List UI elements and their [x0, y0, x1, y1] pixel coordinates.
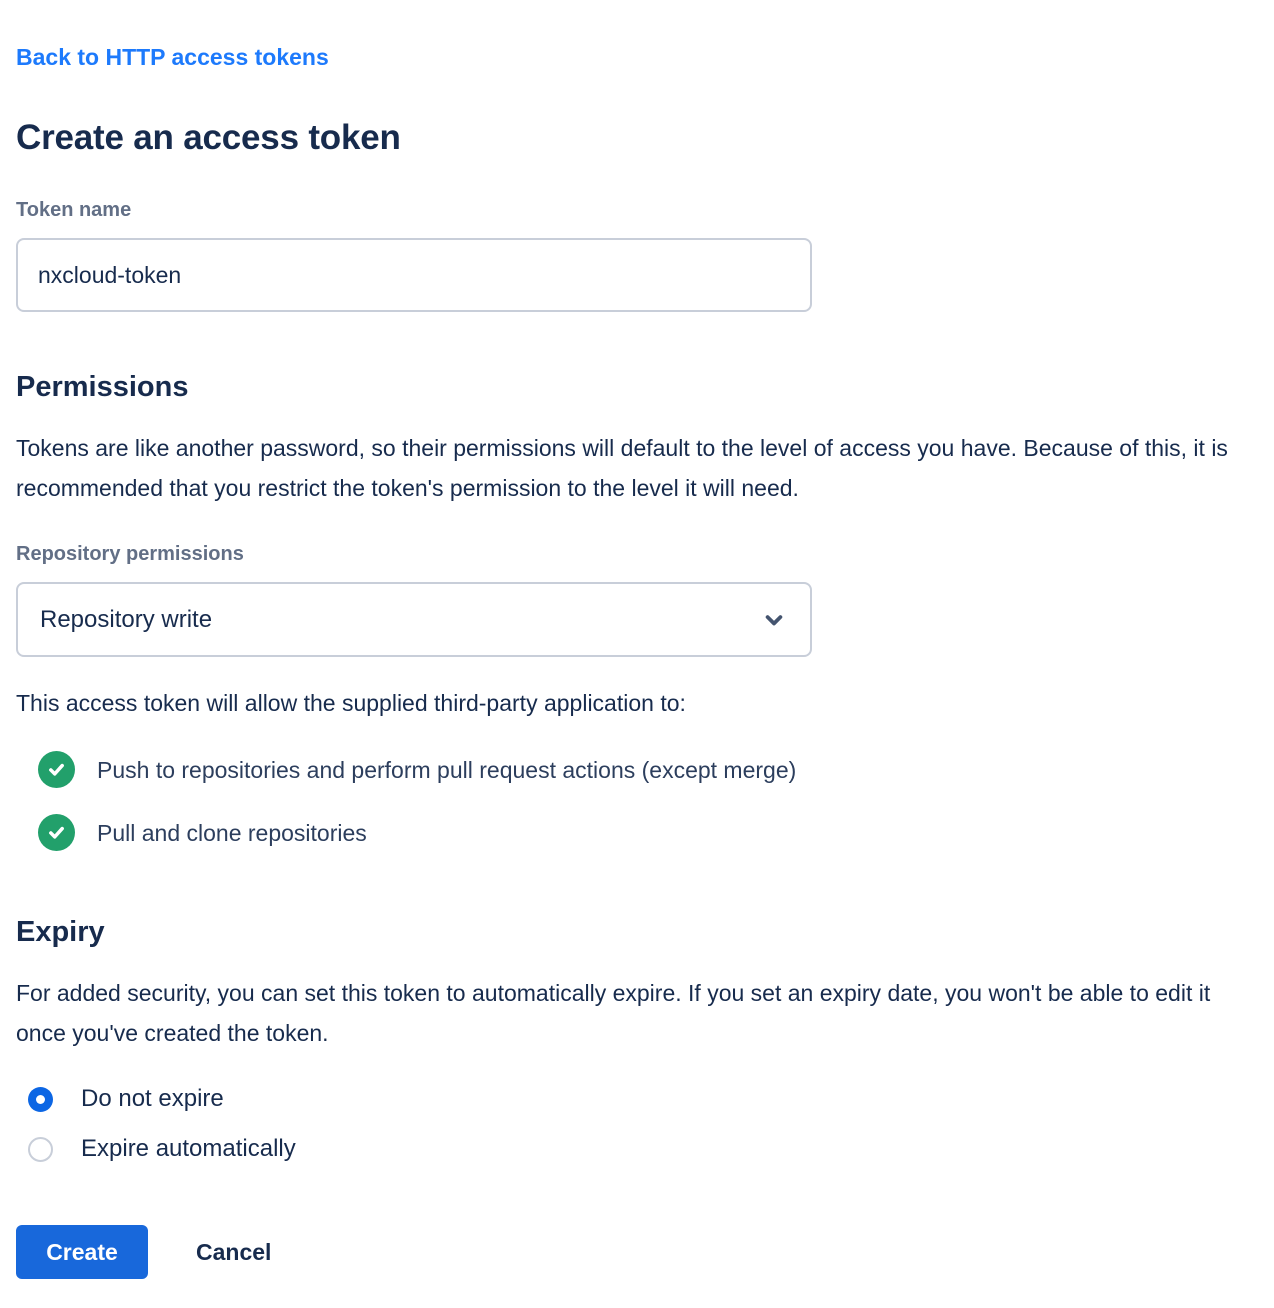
expiry-radio-group: [16, 1085, 1258, 1163]
check-circle-icon: [38, 751, 75, 788]
capability-item: [16, 751, 1258, 788]
create-button[interactable]: Create: [16, 1225, 148, 1279]
cancel-button[interactable]: Cancel: [168, 1225, 299, 1279]
radio-label: Expire automatically: [81, 1135, 296, 1162]
capability-text: Push to repositories and perform pull request actions (except merge): [97, 756, 797, 783]
capability-list: [16, 751, 1258, 851]
token-name-input[interactable]: [16, 238, 812, 312]
permissions-heading: Permissions: [16, 371, 189, 403]
radio-option-expire-automatically[interactable]: [16, 1135, 1258, 1163]
page-title: Create an access token: [16, 118, 401, 157]
capability-item: [16, 814, 1258, 851]
repository-permissions-selected-value: Repository write: [40, 605, 213, 633]
form-actions: [16, 1225, 1258, 1279]
token-name-label: Token name: [16, 199, 132, 221]
expiry-description: For added security, you can set this token to automatically expire. If you set an expiry date, you won't be able to edit it once you've created the token.: [16, 980, 1211, 1046]
allow-intro-text: This access token will allow the supplied third-party application to:: [16, 690, 686, 716]
permissions-description: Tokens are like another password, so their permissions will default to the level of access you have. Because of this, it is recommended that you restrict the token's permission to the level it will need.: [16, 435, 1228, 501]
back-to-http-access-tokens-link[interactable]: Back to HTTP access tokens: [16, 44, 329, 70]
radio-label: Do not expire: [81, 1085, 224, 1112]
radio-unselected-icon[interactable]: [28, 1137, 53, 1162]
repository-permissions-label: Repository permissions: [16, 543, 244, 565]
expiry-heading: Expiry: [16, 916, 105, 948]
radio-selected-icon[interactable]: [28, 1087, 53, 1112]
repository-permissions-select[interactable]: [16, 582, 812, 657]
capability-text: Pull and clone repositories: [97, 819, 367, 846]
chevron-down-icon: [760, 606, 788, 634]
check-circle-icon: [38, 814, 75, 851]
radio-option-do-not-expire[interactable]: [16, 1085, 1258, 1113]
